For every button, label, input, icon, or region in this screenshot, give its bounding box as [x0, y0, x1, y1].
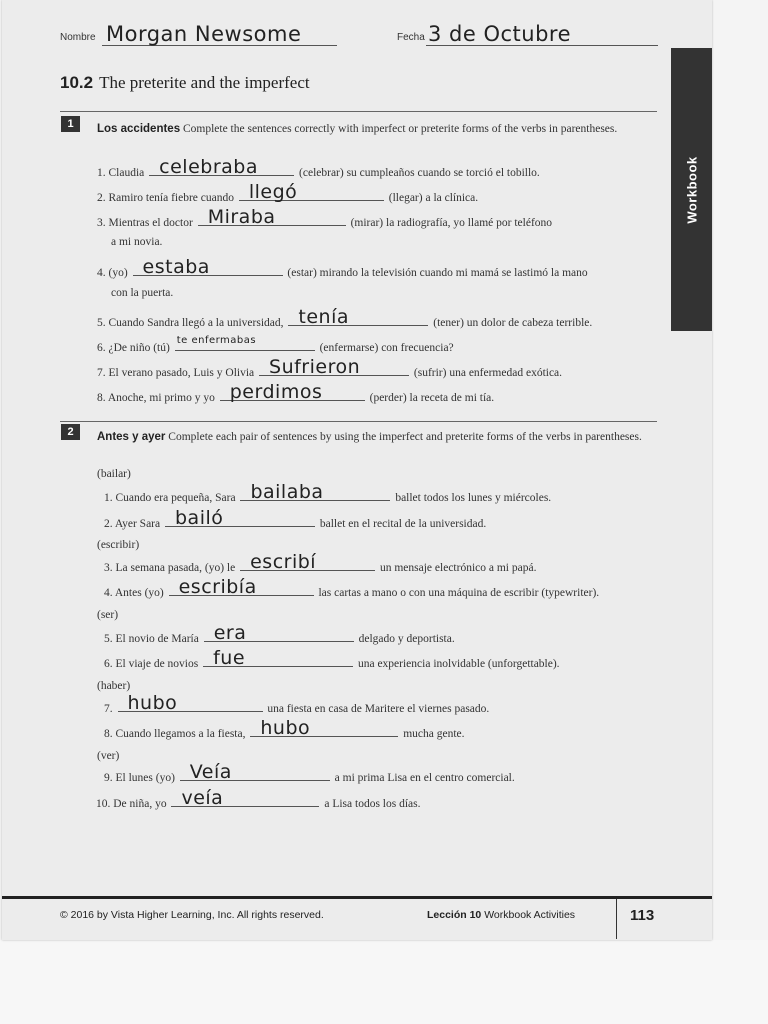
a1-item-3-continued: a mi novia.	[111, 236, 163, 248]
title-rule	[60, 111, 657, 112]
a2-item-5-prefix: 5. El novio de María	[104, 633, 199, 645]
a2-item-2-prefix: 2. Ayer Sara	[104, 518, 161, 530]
a2-item-9-blank[interactable]	[180, 761, 330, 783]
a2-item-10-answer: veía	[181, 787, 224, 809]
a1-item-4-answer: estaba	[142, 256, 210, 278]
a2-item-3-answer: escribí	[250, 551, 317, 573]
a1-item-2-answer: llegó	[248, 181, 298, 203]
a1-item-1	[97, 156, 540, 179]
a2-item-9-prefix: 9. El lunes (yo)	[104, 772, 175, 784]
a1-item-7-prefix: 7. El verano pasado, Luis y Olivia	[97, 367, 255, 379]
a2-item-3	[104, 551, 537, 574]
a2-item-6-suffix: una experiencia inolvidable (unforgettable).	[357, 658, 560, 670]
a2-item-6-blank[interactable]	[203, 647, 353, 669]
activity-1-instructions-text: Complete the sentences correctly with imperfect or preterite forms of the verbs in parentheses.	[182, 123, 618, 135]
a1-item-3	[97, 206, 553, 229]
a1-item-7-answer: Sufrieron	[269, 356, 361, 378]
a2-item-1-prefix: 1. Cuando era pequeña, Sara	[104, 492, 236, 504]
name-value[interactable]: Morgan Newsome	[106, 22, 302, 46]
activity-2-instructions	[97, 430, 642, 445]
a1-item-4-continued: con la puerta.	[111, 287, 174, 299]
a2-item-7	[104, 692, 490, 715]
activity-1-badge: 1	[61, 116, 80, 132]
date-label: Fecha	[397, 32, 425, 43]
a1-item-6-prefix: 6. ¿De niño (tú)	[97, 342, 170, 354]
a2-verb-haber: (haber)	[97, 680, 131, 692]
a2-verb-ser: (ser)	[97, 609, 119, 621]
workbook-page	[2, 0, 712, 940]
a2-item-10-suffix: a Lisa todos los días.	[324, 798, 421, 810]
activity-2-title: Antes y ayer	[97, 431, 166, 443]
a2-item-7-suffix: una fiesta en casa de Maritere el viernes pasado.	[267, 703, 490, 715]
a2-item-2-answer: bailó	[174, 507, 224, 529]
a1-item-8-prefix: 8. Anoche, mi primo y yo	[97, 392, 215, 404]
a2-item-9-answer: Veía	[189, 761, 232, 783]
a1-item-8	[97, 381, 495, 404]
a2-item-2-suffix: ballet en el recital de la universidad.	[319, 518, 487, 530]
date-value[interactable]: 3 de Octubre	[428, 22, 572, 46]
a2-item-1-answer: bailaba	[250, 481, 324, 503]
a1-item-2-prefix: 2. Ramiro tenía fiebre cuando	[97, 192, 234, 204]
a2-item-7-answer: hubo	[127, 692, 178, 714]
a1-item-1-prefix: 1. Claudia	[97, 167, 145, 179]
lesson-title	[60, 73, 310, 93]
footer-rule	[2, 896, 712, 899]
a2-item-4-suffix: las cartas a mano o con una máquina de escribir (typewriter).	[318, 587, 600, 599]
a2-verb-escribir: (escribir)	[97, 539, 140, 551]
a2-verb-ver: (ver)	[97, 750, 120, 762]
a1-item-7-blank[interactable]	[259, 356, 409, 378]
a1-item-5-blank[interactable]	[288, 306, 428, 328]
a2-item-10-prefix: 10. De niña, yo	[96, 798, 167, 810]
footer-lesson-suffix: Workbook Activities	[484, 909, 576, 921]
activity-1-title: Los accidentes	[97, 123, 181, 135]
side-tab-label: Workbook	[684, 155, 700, 224]
a1-item-4-prefix: 4. (yo)	[97, 267, 128, 279]
lesson-title-text: The preterite and the imperfect	[99, 73, 310, 92]
a1-item-7-suffix: (sufrir) una enfermedad exótica.	[413, 367, 563, 379]
a1-item-5-answer: tenía	[298, 306, 349, 328]
a2-item-4-prefix: 4. Antes (yo)	[104, 587, 164, 599]
activity-2-badge: 2	[61, 424, 80, 440]
a2-item-6-prefix: 6. El viaje de novios	[104, 658, 199, 670]
workbook-side-tab	[671, 48, 712, 331]
a1-item-8-answer: perdimos	[229, 381, 323, 403]
a1-item-5-prefix: 5. Cuando Sandra llegó a la universidad,	[97, 317, 284, 329]
footer-lesson-label: Lección 10	[427, 909, 482, 921]
a2-item-8-answer: hubo	[260, 717, 311, 739]
a2-item-8	[104, 717, 465, 740]
a2-verb-bailar: (bailar)	[97, 468, 131, 480]
a2-item-9-suffix: a mi prima Lisa en el centro comercial.	[334, 772, 515, 784]
a1-item-4-blank[interactable]	[133, 256, 283, 278]
a2-item-1-suffix: ballet todos los lunes y miércoles.	[395, 492, 552, 504]
a1-item-4-suffix: (estar) mirando la televisión cuando mi mamá se lastimó la mano	[287, 267, 588, 279]
a1-item-8-suffix: (perder) la receta de mi tía.	[369, 392, 495, 404]
a2-item-3-suffix: un mensaje electrónico a mi papá.	[379, 562, 537, 574]
a1-item-1-blank[interactable]	[149, 156, 294, 178]
a2-item-4-blank[interactable]	[169, 576, 314, 598]
a1-item-3-answer: Miraba	[207, 206, 276, 228]
a2-item-9	[104, 761, 515, 784]
a1-item-8-blank[interactable]	[220, 381, 365, 403]
a1-item-6-suffix: (enfermarse) con frecuencia?	[319, 342, 454, 354]
a2-item-5	[104, 622, 455, 645]
a2-item-7-prefix: 7.	[104, 703, 113, 715]
activity-2-rule	[60, 421, 657, 422]
scan-margin	[0, 940, 768, 1024]
a2-item-2	[104, 507, 487, 530]
a2-item-3-prefix: 3. La semana pasada, (yo) le	[104, 562, 236, 574]
a2-item-10-blank[interactable]	[171, 787, 319, 809]
a2-item-4-answer: escribía	[178, 576, 257, 598]
a2-item-5-suffix: delgado y deportista.	[358, 633, 455, 645]
a2-item-8-suffix: mucha gente.	[403, 728, 465, 740]
a2-item-8-prefix: 8. Cuando llegamos a la fiesta,	[104, 728, 246, 740]
a2-item-7-blank[interactable]	[118, 692, 263, 714]
a2-item-3-blank[interactable]	[240, 551, 375, 573]
a1-item-6	[97, 335, 454, 354]
a1-item-3-prefix: 3. Mientras el doctor	[97, 217, 193, 229]
a1-item-5	[97, 306, 593, 329]
a1-item-5-suffix: (tener) un dolor de cabeza terrible.	[433, 317, 593, 329]
activity-2-instructions-text: Complete each pair of sentences by using the imperfect and preterite forms of the verbs in parentheses.	[168, 431, 642, 443]
name-label: Nombre	[60, 32, 96, 43]
activity-1-instructions	[97, 122, 642, 137]
a1-item-2	[97, 181, 479, 204]
a1-item-1-suffix: (celebrar) su cumpleaños cuando se torció el tobillo.	[299, 167, 540, 179]
page-number: 113	[630, 907, 655, 924]
a2-item-8-blank[interactable]	[250, 717, 398, 739]
a2-item-6-answer: fue	[213, 647, 246, 669]
a2-item-4	[104, 576, 600, 599]
a1-item-2-blank[interactable]	[239, 181, 384, 203]
a1-item-7	[97, 356, 563, 379]
a1-item-3-suffix: (mirar) la radiografía, yo llamé por teléfono	[350, 217, 553, 229]
a2-item-1	[104, 481, 552, 504]
a2-item-10	[96, 787, 421, 810]
a2-item-1-blank[interactable]	[240, 481, 390, 503]
lesson-number: 10.2	[60, 73, 94, 92]
copyright: © 2016 by Vista Higher Learning, Inc. All rights reserved.	[60, 909, 324, 921]
footer-lesson	[427, 909, 575, 921]
a2-item-6	[104, 647, 560, 670]
a1-item-6-answer: te enfermabas	[176, 335, 257, 346]
a2-item-5-blank[interactable]	[204, 622, 354, 644]
a1-item-1-answer: celebraba	[159, 156, 258, 178]
a1-item-2-suffix: (llegar) a la clínica.	[388, 192, 479, 204]
a2-item-2-blank[interactable]	[165, 507, 315, 529]
a1-item-4	[97, 256, 588, 279]
a1-item-3-blank[interactable]	[198, 206, 346, 228]
a2-item-5-answer: era	[213, 622, 247, 644]
footer-separator	[616, 899, 617, 939]
a1-item-6-blank[interactable]	[175, 335, 315, 351]
